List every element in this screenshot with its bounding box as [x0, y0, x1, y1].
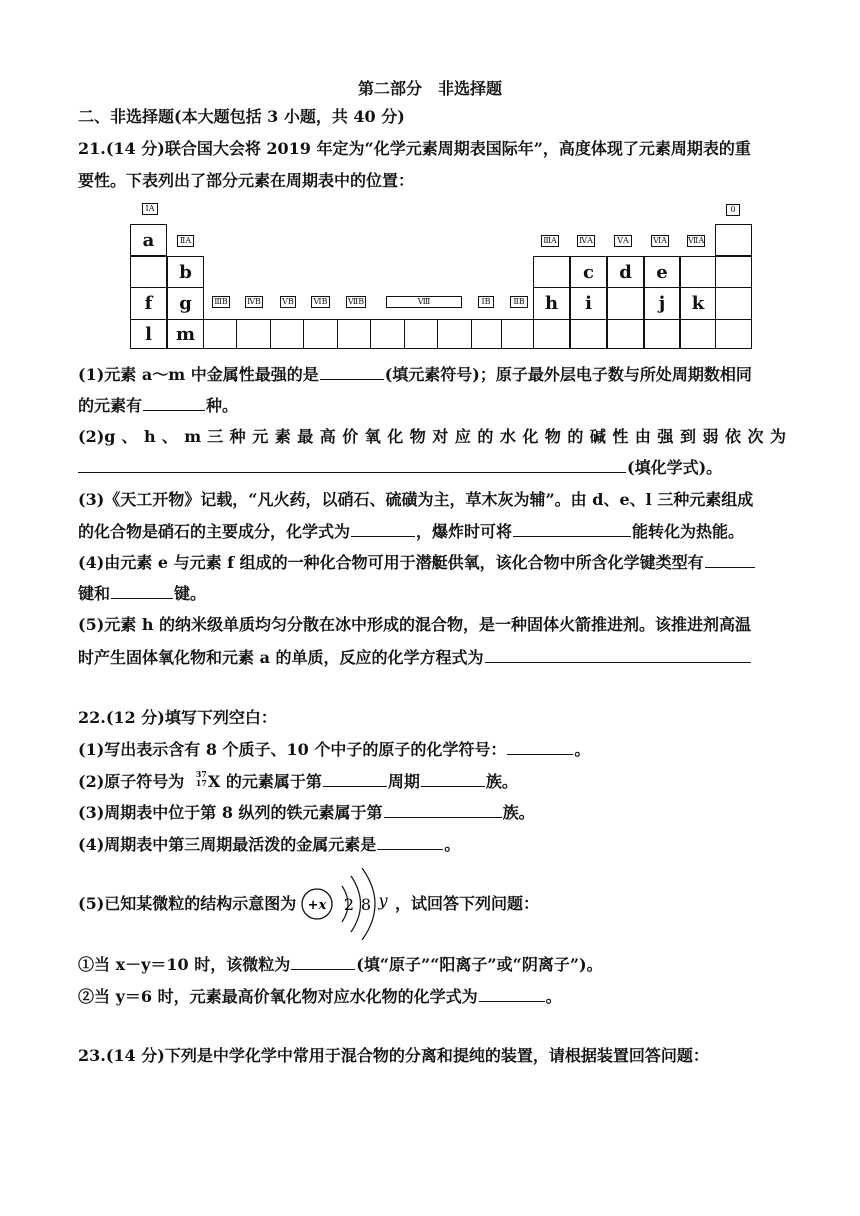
- answer-blank[interactable]: [421, 770, 485, 787]
- isotope-notation: [190, 770, 208, 786]
- cell-period4-group13: [533, 319, 570, 349]
- part-title: 第二部分 非选择题: [357, 79, 502, 98]
- answer-blank[interactable]: [320, 363, 384, 380]
- answer-blank[interactable]: [323, 770, 387, 787]
- cell-period4-group15: [607, 319, 644, 349]
- group-label-IIIA: ⅢA: [541, 235, 559, 247]
- q22-part2: [78, 770, 518, 793]
- q21-part4-text-c: 键。: [174, 584, 207, 603]
- cell-period4-group4: [236, 319, 271, 349]
- group-label-VIIA: ⅦA: [688, 236, 705, 245]
- cell-period4-group14: [570, 319, 607, 349]
- answer-blank[interactable]: [705, 551, 755, 568]
- q21-part1-text-a: (1)元素 a～m 中金属性最强的是: [78, 365, 319, 384]
- group-label-IB: ⅠB: [478, 296, 494, 308]
- q21-part2-line1: (2)g 、 h 、 m 三 种 元 素 最 高 价 氧 化 物 对 应 的 水 化 物 的 碱 性 由 强 到 弱 依 次 为: [78, 427, 786, 446]
- q22-sub1-text-b: (填“原子”“阳离子”或“阴离子”)。: [356, 955, 603, 974]
- q22-part1-text-b: 。: [574, 740, 591, 759]
- q22-part3: [78, 801, 535, 824]
- q22-part5-text-b: ，试回答下列问题：: [395, 894, 540, 913]
- cell-period4-group10: [437, 319, 472, 349]
- q22-part2-text-a: (2)原子符号为: [78, 772, 190, 791]
- q21-part4-text-b: 键和: [78, 584, 111, 603]
- q21-part3-line1: (3)《天工开物》记载，“凡火药，以硝石、硫磺为主，草木灰为辅”。由 d、e、l 三种元素组成: [78, 490, 754, 509]
- isotope-atomic-number: 17: [195, 778, 207, 788]
- cell-period4-group12: [501, 319, 534, 349]
- q21-part5-line1: (5)元素 h 的纳米级单质均匀分散在冰中形成的混合物，是一种固体火箭推进剂。该推进剂高温: [78, 615, 752, 634]
- cell-period3-group15: [607, 287, 644, 320]
- nucleus-charge: +x: [307, 898, 327, 913]
- element-d: d: [607, 256, 644, 288]
- answer-blank[interactable]: [291, 953, 355, 970]
- q21-part5-text-b: 时产生固体氧化物和元素 a 的单质，反应的化学方程式为: [78, 648, 484, 667]
- q22-part4-text-b: 。: [444, 835, 461, 854]
- group-label-VIII: Ⅷ: [386, 296, 462, 308]
- q21-part4-text-a: (4)由元素 e 与元素 f 组成的一种化合物可用于潜艇供氧，该化合物中所含化学键类型有: [78, 553, 704, 572]
- group-label-VA: ⅤA: [614, 235, 632, 247]
- cell-period4-group9: [404, 319, 438, 349]
- isotope-symbol: X: [207, 772, 221, 791]
- q21-part1-text-c: 的元素有: [78, 396, 143, 415]
- answer-blank[interactable]: [485, 646, 751, 663]
- q22-part1: [78, 738, 590, 761]
- q22-part2-text-d: 族。: [485, 772, 518, 791]
- q21-part2-text-b: (填化学式)。: [627, 458, 723, 477]
- group-label-VIA: ⅥA: [651, 235, 669, 247]
- element-k: k: [680, 287, 716, 320]
- cell-period2-group13: [533, 256, 570, 288]
- q22-part2-text-b: 的元素属于第: [220, 772, 322, 791]
- q21-part4-line1: [78, 551, 756, 574]
- q21-part1-text-d: 种。: [206, 396, 239, 415]
- q22-part5-text-a: (5)已知某微粒的结构示意图为: [78, 894, 297, 913]
- cell-period4-group3: [203, 319, 237, 349]
- element-b: b: [167, 256, 204, 288]
- cell-period4-group17: [680, 319, 716, 349]
- group-label-IVB: ⅣB: [245, 296, 263, 308]
- element-m: m: [167, 319, 204, 349]
- group-label-IIA: ⅡA: [177, 235, 194, 247]
- q22-part3-text-b: 族。: [502, 803, 535, 822]
- q23-head: 23.(14 分)下列是中学化学中常用于混合物的分离和提纯的装置，请根据装置回答问题：: [78, 1046, 709, 1065]
- q21-stem-line2: 要性。下表列出了部分元素在周期表中的位置：: [78, 171, 415, 190]
- group-label-IVA: ⅣA: [577, 235, 595, 247]
- cell-period4-group8: [370, 319, 405, 349]
- q21-part3-text-d: 能转化为热能。: [632, 522, 745, 541]
- cell-period2-group1: [130, 256, 167, 288]
- q22-head: 22.(12 分)填写下列空白：: [78, 708, 277, 727]
- q21-part3-line2: [78, 520, 744, 543]
- group-label-VIIB: ⅦB: [347, 297, 365, 306]
- q21-part3-text-c: ，爆炸时可将: [416, 522, 513, 541]
- cell-period4-group0: [715, 319, 752, 349]
- q22-part4: [78, 833, 460, 856]
- element-f: f: [130, 287, 167, 320]
- group-label-VB: ⅤB: [280, 296, 296, 308]
- q22-sub2-text-b: 。: [545, 987, 562, 1006]
- answer-blank[interactable]: [513, 520, 631, 537]
- group-label-VIB: ⅥB: [311, 296, 330, 308]
- q22-sub1: [78, 953, 603, 976]
- cell-period4-group7: [337, 319, 371, 349]
- q21-stem-line1: 21.(14 分)联合国大会将 2019 年定为“化学元素周期表国际年”，高度体现了元素周期表的重: [78, 139, 751, 158]
- cell-period2-group17: [680, 256, 716, 288]
- element-a: a: [130, 224, 167, 256]
- cell-period3-group0: [715, 287, 752, 320]
- q21-part4-line2: [78, 582, 206, 605]
- element-i: i: [570, 287, 607, 320]
- q22-part4-text-a: (4)周期表中第三周期最活泼的金属元素是: [78, 835, 377, 854]
- q21-part2-line2: [78, 456, 722, 479]
- answer-blank[interactable]: [479, 985, 545, 1002]
- q22-part1-text-a: (1)写出表示含有 8 个质子、10 个中子的原子的化学符号：: [78, 740, 507, 759]
- isotope-mass-number: 37: [195, 769, 207, 779]
- q22-sub1-text-a: ①当 x－y＝10 时，该微粒为: [78, 955, 291, 974]
- q22-part2-text-c: 周期: [387, 772, 420, 791]
- element-e: e: [644, 256, 680, 288]
- q22-sub2: [78, 985, 562, 1008]
- group-label-IIB: ⅡB: [510, 296, 528, 308]
- q22-sub2-text-a: ②当 y＝6 时，元素最高价氧化物对应水化物的化学式为: [78, 987, 478, 1006]
- element-c: c: [570, 256, 607, 288]
- answer-blank[interactable]: [78, 456, 626, 473]
- answer-blank[interactable]: [384, 801, 502, 818]
- cell-period1-group0: [715, 224, 752, 256]
- answer-blank[interactable]: [377, 833, 443, 850]
- answer-blank[interactable]: [507, 738, 573, 755]
- cell-period4-group5: [270, 319, 304, 349]
- group-label-0: 0: [726, 204, 740, 216]
- shell1-electrons: 2: [343, 895, 355, 914]
- q21-part5-line2: [78, 646, 752, 669]
- shell3-electrons: y: [378, 891, 388, 910]
- cell-period4-group6: [303, 319, 338, 349]
- element-j: j: [644, 287, 680, 320]
- group-label-IA: ⅠA: [142, 203, 158, 215]
- cell-period4-group16: [644, 319, 680, 349]
- section-heading: 二、非选择题(本大题包括 3 小题，共 40 分): [78, 107, 405, 126]
- q22-part3-text-a: (3)周期表中位于第 8 纵列的铁元素属于第: [78, 803, 383, 822]
- shell2-electrons: 8: [360, 895, 372, 914]
- q21-part3-text-b: 的化合物是硝石的主要成分，化学式为: [78, 522, 351, 541]
- q21-part1-line2: [78, 394, 238, 417]
- cell-period4-group11: [471, 319, 502, 349]
- answer-blank[interactable]: [351, 520, 415, 537]
- element-h: h: [533, 287, 570, 320]
- group-label-IIIB: ⅢB: [212, 296, 230, 308]
- answer-blank[interactable]: [143, 394, 205, 411]
- cell-period2-group0: [715, 256, 752, 288]
- element-g: g: [167, 287, 204, 320]
- element-l: l: [130, 319, 167, 349]
- answer-blank[interactable]: [111, 582, 173, 599]
- q21-part1-line1: [78, 363, 752, 386]
- q21-part1-text-b: (填元素符号)；原子最外层电子数与所处周期数相同: [384, 365, 752, 384]
